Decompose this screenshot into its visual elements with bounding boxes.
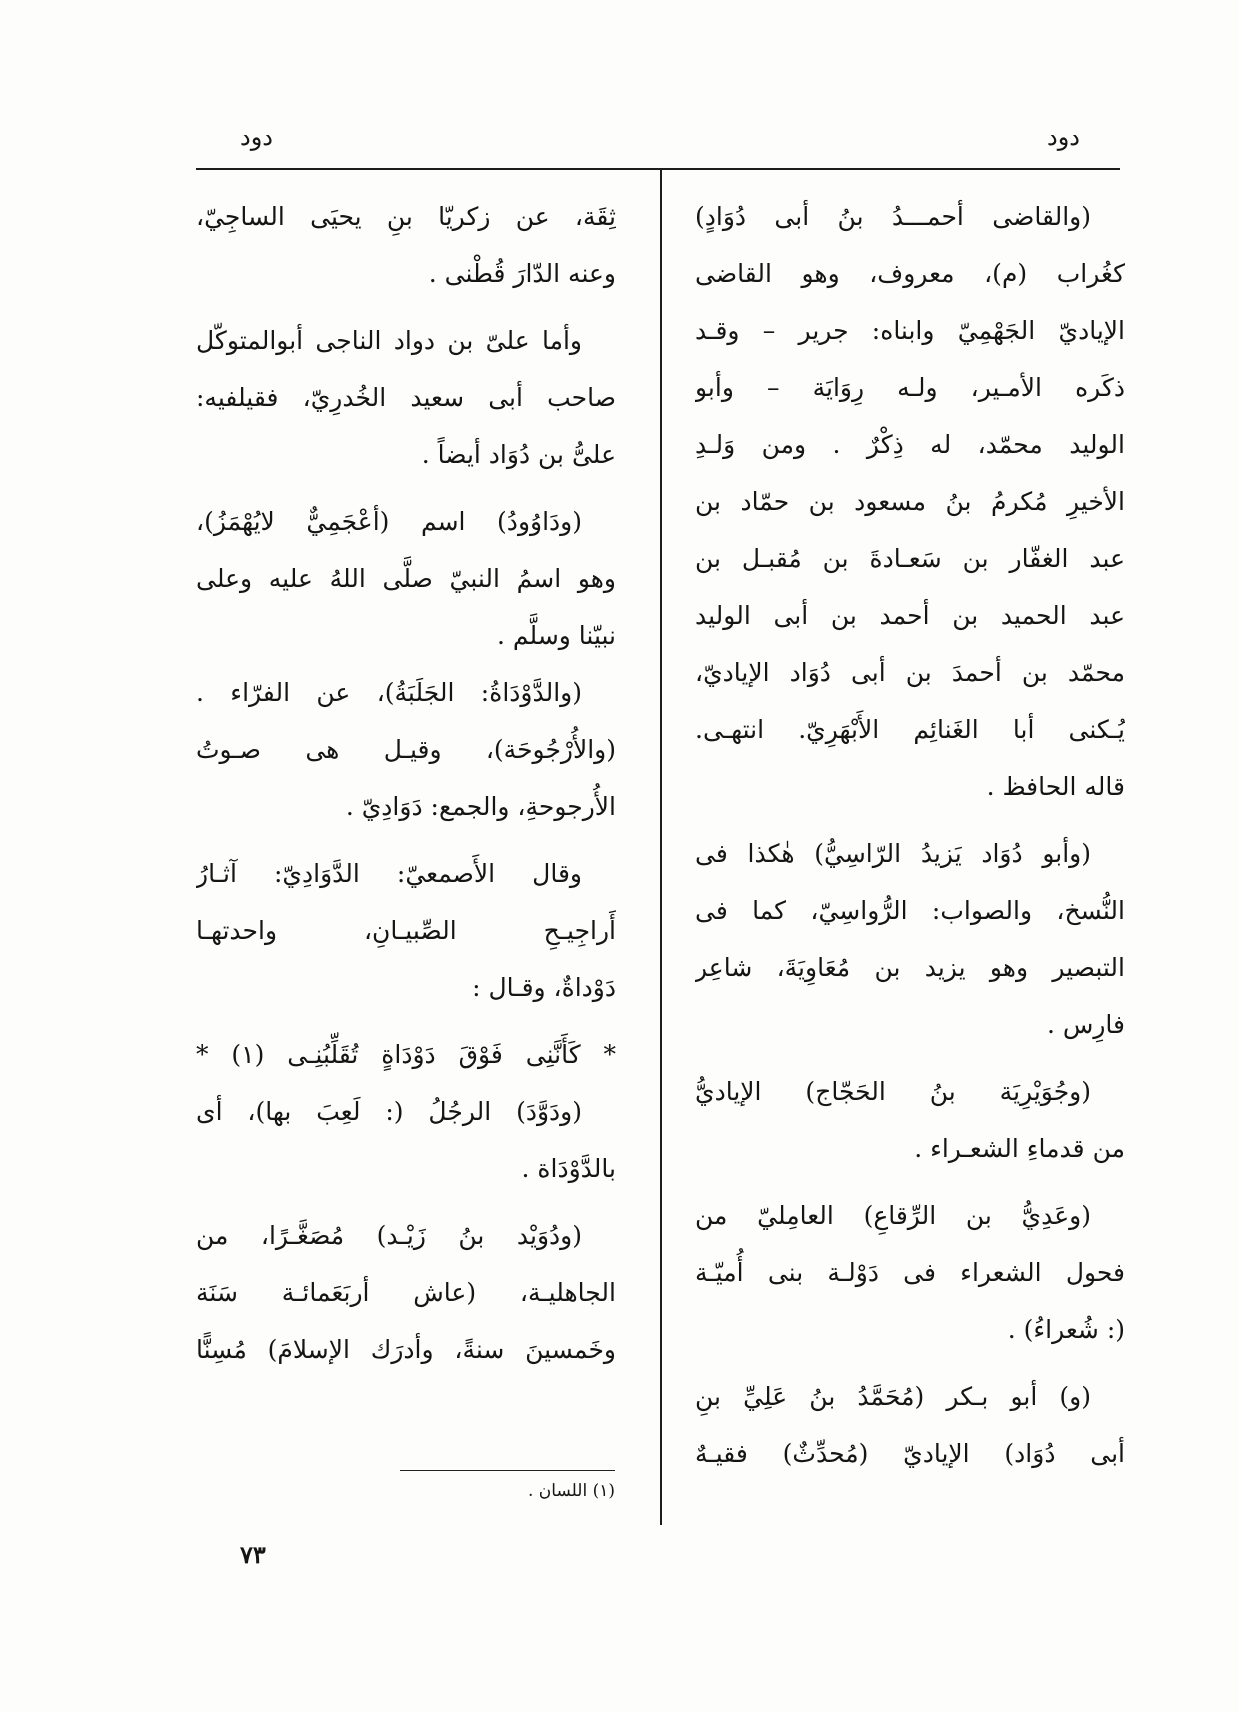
text-line: النُّسخ، والصواب: الرُّواسِيّ، كما فى — [695, 896, 1125, 925]
text-line: ذكَره الأمـير، ولـه رِوَايَة – وأبو — [695, 373, 1125, 402]
text-line: (وعَدِيُّ بن الرِّقاعِ) العامِليّ من — [695, 1201, 1091, 1230]
text-line: وخَمسينَ سنةً، وأدرَك الإسلامَ) مُسِنًّا — [196, 1335, 616, 1364]
text-line: (والقاضى أحمـــدُ بنُ أبى دُوَادٍ) — [695, 202, 1091, 231]
text-line: من قدماءِ الشعـراء . — [914, 1134, 1125, 1163]
text-line: الجاهليـة، (عاش أربَعَمائـة سَنَة — [196, 1278, 616, 1307]
running-header-left: دود — [240, 123, 273, 151]
text-line: بالدَّوْدَاة . — [521, 1154, 616, 1183]
text-line: الإياديّ الجَهْمِيّ وابناه: جرير – وقـد — [695, 316, 1125, 345]
page-number: ٧٣ — [240, 1540, 266, 1569]
text-line: فحول الشعراء فى دَوْلـة بنى أُميّـة — [695, 1258, 1125, 1287]
text-line: وعنه الدّارَ قُطْنى . — [428, 259, 616, 288]
text-line: الأخيرِ مُكرمُ بنُ مسعود بن حمّاد بن — [695, 487, 1125, 516]
footnote-rule — [400, 1470, 615, 1471]
column-divider — [660, 170, 662, 1525]
text-line: عبد الحميد بن أحمد بن أبى الوليد — [695, 601, 1125, 630]
footnote: (١) اللسان . — [528, 1481, 615, 1501]
text-line: (ودُوَيْد بنُ زَيْـد) مُصَغَّـرًا، من — [196, 1221, 582, 1250]
text-line: يُـكنى أبا الغَنائِم الأَبْهَرِيّ. انتهـى. — [695, 715, 1125, 744]
text-line: أبى دُوَاد) الإياديّ (مُحدِّثٌ) فقيـهٌ — [695, 1439, 1125, 1468]
verse-line: * كَأَنَّنِى فَوْقَ دَوْدَاةٍ تُقَلِّبُنِـى (١) * — [196, 1040, 616, 1069]
text-line: (و) أبو بـكر (مُحَمَّدُ بنُ عَلِيِّ بنِ — [695, 1382, 1091, 1411]
header-rule — [196, 168, 1120, 170]
text-line: محمّد بن أحمدَ بن أبى دُوَاد الإياديّ، — [695, 658, 1125, 687]
text-line: (والأُرْجُوحَة)، وقيـل هى صـوتُ — [196, 735, 616, 764]
text-line: علىُّ بن دُوَاد أيضاً . — [421, 440, 616, 469]
text-line: (ودَاوُودُ) اسم (أعْجَمِيٌّ لايُهْمَزُ)، — [196, 507, 582, 536]
text-line: قاله الحافظ . — [986, 772, 1125, 801]
text-line: عبد الغفّار بن سَعـادةَ بن مُقبـل بن — [695, 544, 1125, 573]
text-line: (: شُعراءُ) . — [1007, 1315, 1125, 1344]
text-line: التبصير وهو يزيد بن مُعَاوِيَةَ، شاعِر — [695, 953, 1125, 982]
text-line: فارِس . — [1046, 1010, 1125, 1039]
text-line: (ودَوَّدَ) الرجُلُ (: لَعِبَ بها)، أى — [196, 1097, 582, 1126]
text-line: وقال الأَصمعيّ: الدَّوَادِيّ: آثـارُ — [196, 859, 582, 888]
text-line: نبيّنا وسلَّم . — [497, 621, 616, 650]
text-line: الوليد محمّد، له ذِكْرٌ . ومن وَلـدِ — [695, 430, 1125, 459]
text-line: كغُراب (م)، معروف، وهو القاضى — [695, 259, 1125, 288]
text-line: (وجُوَيْرِيَة بنُ الحَجّاج) الإياديُّ — [695, 1077, 1091, 1106]
text-line: الأُرجوحةِ، والجمع: دَوَادِيّ . — [345, 792, 616, 821]
text-line: دَوْداةٌ، وقـال : — [472, 973, 616, 1002]
text-line: (وأبو دُوَاد يَزيدُ الرّاسِيُّ) هٰكذا فى — [695, 839, 1091, 868]
text-line: صاحب أبى سعيد الخُدرِيّ، فقيلفيه: — [196, 383, 616, 412]
text-line: وأما علىّ بن دواد الناجى أبوالمتوكّل — [196, 326, 582, 355]
text-line: وهو اسمُ النبيّ صلَّى اللهُ عليه وعلى — [196, 564, 616, 593]
right-column — [695, 188, 1125, 1482]
text-line: (والدَّوْدَاةُ: الجَلَبَةُ)، عن الفرّاء . — [196, 678, 582, 707]
left-column — [196, 188, 616, 1378]
text-line: أَراجِيـحِ الصِّبيـانِ، واحدتهـا — [196, 916, 616, 945]
text-line: ثِقَة، عن زكريّا بنِ يحيَى الساجِيّ، — [196, 202, 616, 231]
running-header-right: دود — [1047, 123, 1080, 151]
